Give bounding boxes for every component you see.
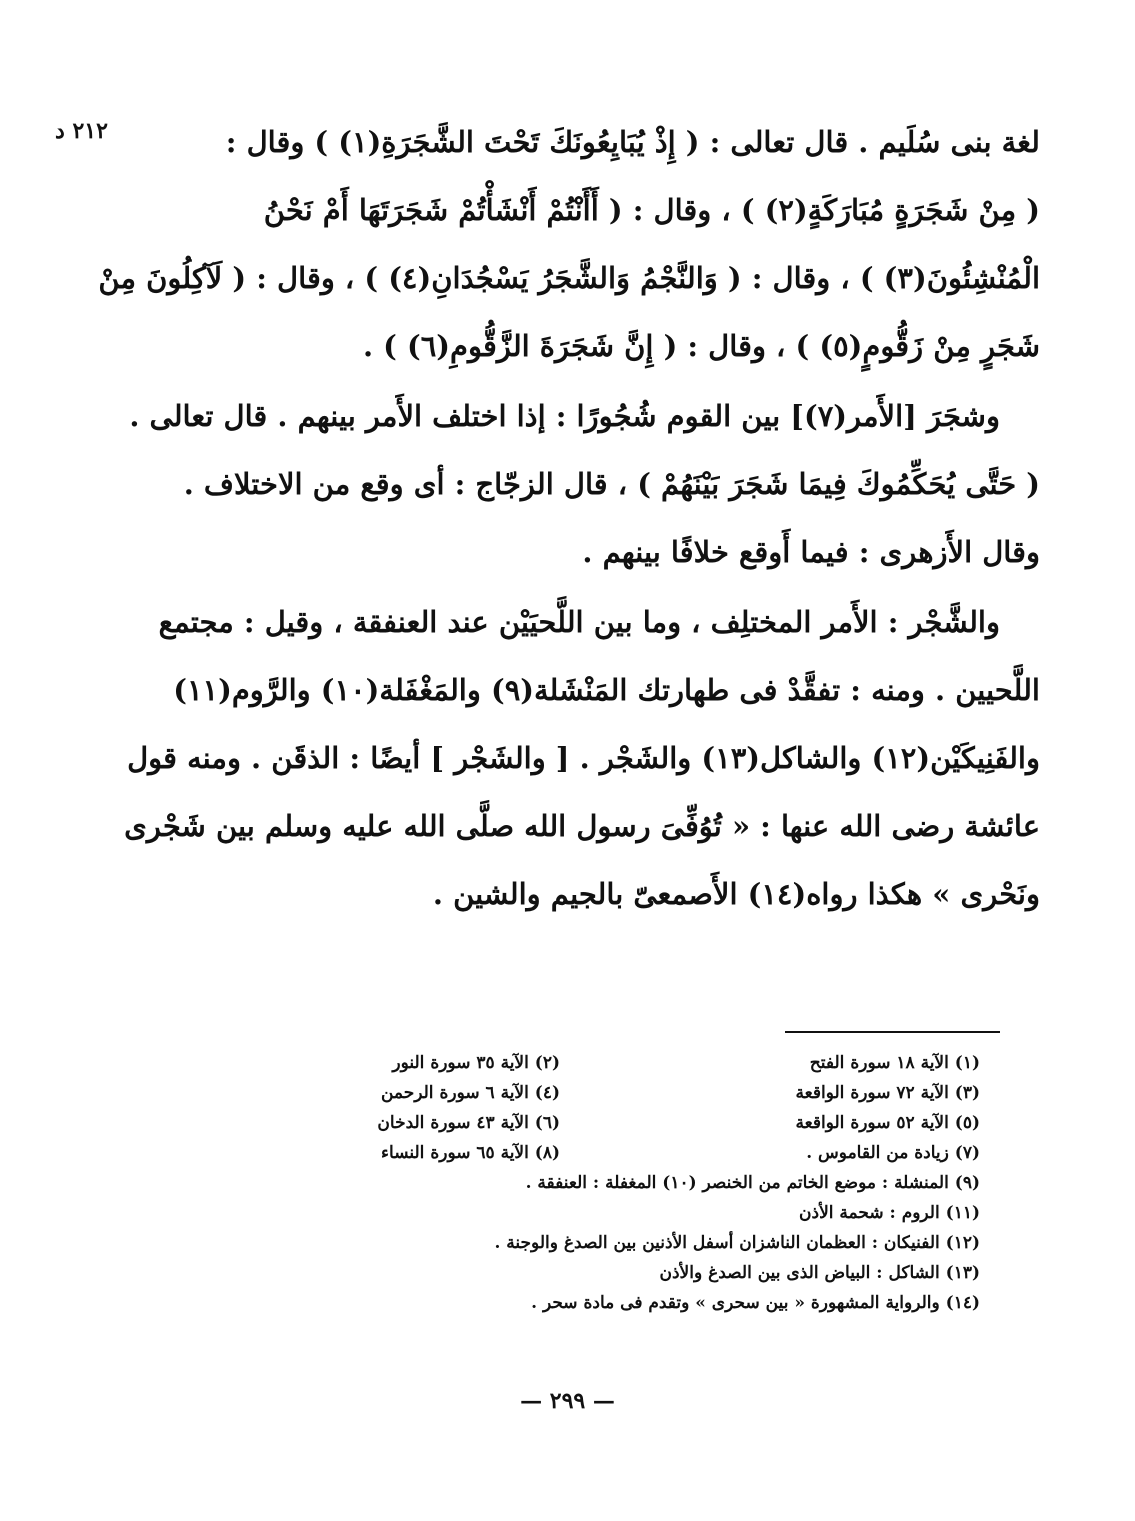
footnotes xyxy=(260,1048,980,1318)
footnote: (١١) الروم : شحمة الأذن xyxy=(799,1203,980,1223)
footnote-row xyxy=(260,1168,980,1198)
footnote-row xyxy=(260,1228,980,1258)
footnote: (١) الآية ١٨ سورة الفتح xyxy=(809,1053,980,1073)
footnote-separator xyxy=(785,1031,1000,1033)
footnote: (٦) الآية ٤٣ سورة الدخان xyxy=(377,1113,560,1133)
footnote: (١٢) الفنيكان : العظمان الناشزان أسفل الأذنين بين الصدغ والوجنة . xyxy=(494,1233,980,1253)
footnote: (٣) الآية ٧٢ سورة الواقعة xyxy=(795,1083,980,1103)
text-line: شَجَرٍ مِنْ زَقُّومٍ(٥) ) ، وقال : ( إِنَّ شَجَرَةَ الزَّقُّومِ(٦) ) . xyxy=(362,329,1040,363)
text-line: عائشة رضى الله عنها : « تُوُفِّىَ رسول الله صلَّى الله عليه وسلم بين شَجْرى xyxy=(124,809,1040,843)
footnote: (٥) الآية ٥٢ سورة الواقعة xyxy=(795,1113,980,1133)
footnote: (٤) الآية ٦ سورة الرحمن xyxy=(380,1083,560,1103)
footnote-row xyxy=(260,1288,980,1318)
footnote: (٢) الآية ٣٥ سورة النور xyxy=(392,1053,560,1073)
footnote: (٩) المنشلة : موضع الخاتم من الخنصر (١٠) المغفلة : العنفقة . xyxy=(525,1173,980,1193)
text-line: الْمُنْشِئُونَ(٣) ) ، وقال : ( وَالنَّجْمُ وَالشَّجَرُ يَسْجُدَانِ(٤) ) ، وقال : ( لَآكِلُونَ مِنْ xyxy=(98,261,1040,295)
footnote-row xyxy=(260,1108,980,1138)
page-number: — ٢٩٩ — xyxy=(520,1388,615,1414)
footnote-row xyxy=(260,1138,980,1168)
footnote-row xyxy=(260,1078,980,1108)
footnote-row xyxy=(260,1048,980,1078)
footnote: (٧) زيادة من القاموس . xyxy=(806,1143,980,1163)
paragraph-start-line: وشجَرَ [الأَمر(٧)] بين القوم شُجُورًا : إذا اختلف الأَمر بينهم . قال تعالى . xyxy=(129,399,1000,433)
footnote: (٨) الآية ٦٥ سورة النساء xyxy=(381,1143,560,1163)
text-line: لغة بنى سُلَيم . قال تعالى : ( إِذْ يُبَايِعُونَكَ تَحْتَ الشَّجَرَةِ(١) ) وقال : xyxy=(225,125,1040,159)
text-line: وقال الأَزهرى : فيما أَوقع خلافًا بينهم . xyxy=(582,535,1040,569)
text-line: اللَّحيين . ومنه : تفقَّدْ فى طهارتك المَنْشَلة(٩) والمَغْفَلة(١٠) والرَّوم(١١) xyxy=(173,673,1040,707)
paragraph-start-line: والشَّجْر : الأَمر المختلِف ، وما بين اللَّحيَيْن عند العنفقة ، وقيل : مجتمع xyxy=(158,605,1000,639)
text-line: ونَحْرى » هكذا رواه(١٤) الأَصمعىّ بالجيم والشين . xyxy=(432,877,1040,911)
footnote-row xyxy=(260,1198,980,1228)
footnote: (١٤) والرواية المشهورة « بين سحرى » وتقدم فى مادة سحر . xyxy=(531,1293,980,1313)
margin-page-reference: ٢١٢ د xyxy=(55,118,108,144)
footnote: (١٣) الشاكل : البياض الذى بين الصدغ والأذن xyxy=(659,1263,980,1283)
main-text xyxy=(98,108,1040,928)
text-line: ( حَتَّى يُحَكِّمُوكَ فِيمَا شَجَرَ بَيْنَهُمْ ) ، قال الزجّاج : أى وقع من الاختلاف . xyxy=(183,467,1040,501)
footnote-row xyxy=(260,1258,980,1288)
text-line: ( مِنْ شَجَرَةٍ مُبَارَكَةٍ(٢) ) ، وقال : ( أَأَنْتُمْ أَنْشَأْتُمْ شَجَرَتَهَا أَمْ نَحْنُ xyxy=(263,193,1040,227)
text-line: والفَنِيكَيْن(١٢) والشاكل(١٣) والشَجْر . [ والشَجْر ] أيضًا : الذقَن . ومنه قول xyxy=(127,741,1040,775)
